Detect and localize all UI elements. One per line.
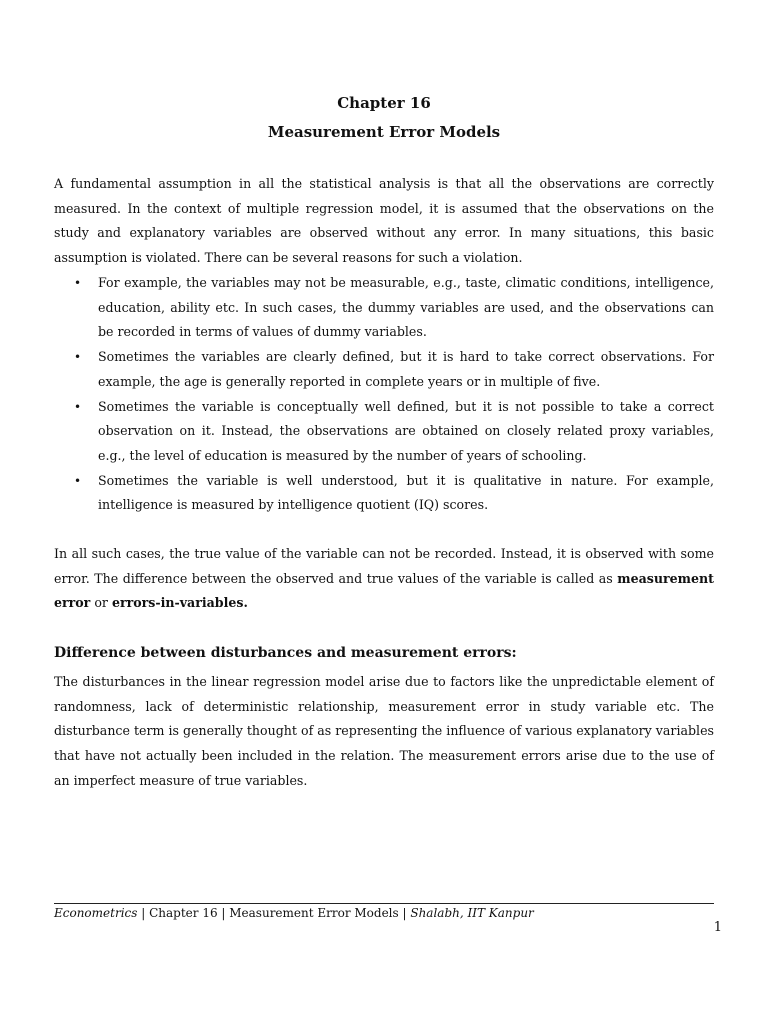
- list-item-text: Sometimes the variable is well understood, but it is qualitative in nature. For example, intelligence is measured by intelligence quotient (IQ) scores.: [98, 472, 714, 513]
- section-paragraph: The disturbances in the linear regression model arise due to factors like the unpredictable element of randomness, lack of deterministic relationship, measurement error in study variable etc. The disturbance term is generally thought of as representing the influence of various explanatory variables that have not actually been included in the relation. The measurement errors arise due to the use of an imperfect measure of true variables.: [54, 674, 714, 788]
- footer-chapter-title: Measurement Error Models: [229, 906, 399, 920]
- definition-paragraph: [54, 542, 714, 616]
- list-item: [54, 345, 714, 394]
- footer-separator: |: [398, 906, 411, 920]
- page-number: 1: [713, 920, 722, 935]
- footer-divider: [54, 903, 714, 904]
- term-measurement-error: measurement error: [54, 570, 714, 611]
- definition-text: In all such cases, the true value of the variable can not be recorded. Instead, it is observed with some error. The difference between the observed and true values of the variable is called as: [54, 546, 714, 586]
- footer-author: Shalabh, IIT Kanpur: [410, 906, 534, 920]
- reasons-list: [54, 271, 714, 518]
- section-heading: Difference between disturbances and measurement errors:: [54, 645, 517, 661]
- bullet-icon: •: [74, 399, 82, 414]
- footer-chapter: Chapter 16: [149, 906, 218, 920]
- intro-paragraph: A fundamental assumption in all the statistical analysis is that all the observations are correctly measured. In the context of multiple regression model, it is assumed that the observations on the study and explanatory variables are observed without any error. In many situations, this basic assumption is violated. There can be several reasons for such a violation.: [54, 176, 714, 266]
- chapter-number: Chapter 16: [337, 94, 431, 112]
- footer-separator: |: [137, 906, 150, 920]
- footer-book-title: Econometrics: [54, 906, 138, 920]
- bullet-icon: •: [74, 473, 82, 488]
- list-item: [54, 271, 714, 345]
- bullet-icon: •: [74, 276, 82, 290]
- list-item-text: Sometimes the variables are clearly defined, but it is hard to take correct observations. For example, the age is generally reported in complete years or in multiple of five.: [98, 349, 714, 389]
- footer-separator: |: [217, 906, 230, 920]
- list-item-text: Sometimes the variable is conceptually well defined, but it is not possible to take a correct observation on it. Instead, the observations are obtained on closely related proxy variables, e.g., the level of education is measured by the number of years of schooling.: [98, 398, 714, 463]
- term-errors-in-variables: errors-in-variables.: [111, 595, 248, 611]
- list-item: [54, 469, 714, 518]
- bullet-icon: •: [74, 350, 82, 365]
- page-footer: [54, 905, 714, 921]
- list-item-text: For example, the variables may not be measurable, e.g., taste, climatic conditions, intelligence, education, ability etc. In such cases, the dummy variables are used, and the observations can be recorded in terms of values of dummy variables.: [98, 275, 714, 340]
- chapter-title: Measurement Error Models: [267, 123, 501, 141]
- list-item: [54, 395, 714, 469]
- term-connector: or: [90, 595, 112, 611]
